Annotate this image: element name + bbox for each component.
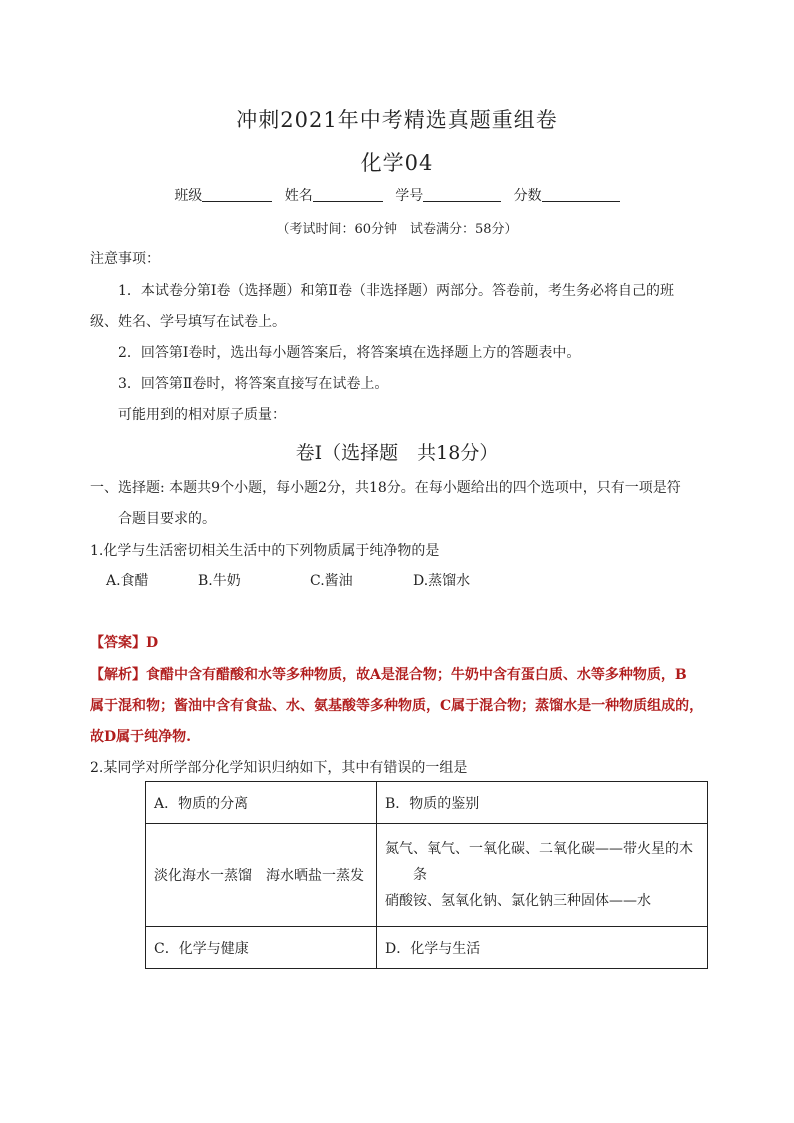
cell-b-head: B．物质的鉴别	[377, 782, 708, 824]
question-1-option-d: D.蒸馏水	[413, 573, 471, 589]
time-note: （考试时间：60分钟 试卷满分：58分）	[276, 222, 518, 237]
question-1-stem: 1.化学与生活密切相关生活中的下列物质属于纯净物的是	[90, 543, 440, 559]
table-row	[146, 782, 708, 824]
question-1-answer: 【答案】D	[90, 635, 159, 651]
question-1-option-a: A.食醋	[106, 573, 149, 589]
cell-d-head: D．化学与生活	[377, 927, 708, 969]
student-info-line	[0, 185, 794, 205]
question-1-analysis-line-1: 【解析】食醋中含有醋酸和水等多种物质，故A是混合物；牛奶中含有蛋白质、水等多种物质，B	[90, 667, 687, 683]
note-item-1-line-2: 级、姓名、学号填写在试卷上。	[90, 314, 286, 330]
atomic-mass-note: 可能用到的相对原子质量：	[118, 407, 286, 423]
field-id-label: 学号	[395, 188, 424, 204]
field-name-label: 姓名	[284, 188, 313, 204]
section-intro-line-2: 合题目要求的。	[118, 511, 216, 527]
table-row	[146, 824, 708, 927]
section-intro-line-1: 一、选择题: 本题共9个小题，每小题2分，共18分。在每小题给出的四个选项中，只有一项是符	[90, 480, 681, 496]
table-row	[146, 927, 708, 969]
field-name-blank	[313, 187, 383, 202]
cell-b-body-line-1: 氮气、氧气、一氧化碳、二氧化碳——带火星的木	[385, 841, 693, 857]
field-id-blank	[423, 187, 501, 202]
cell-b-body-line-2: 条	[413, 867, 427, 883]
cell-b-body	[377, 824, 708, 927]
knowledge-summary-table	[145, 781, 708, 969]
field-score-label: 分数	[513, 188, 542, 204]
note-item-2: 2．回答第Ⅰ卷时，选出每小题答案后，将答案填在选择题上方的答题表中。	[118, 345, 581, 361]
question-1-analysis-line-2: 属于混和物；酱油中含有食盐、水、氨基酸等多种物质，C属于混合物；蒸馏水是一种物质组成的，	[90, 698, 704, 714]
field-class-blank	[202, 187, 272, 202]
exam-subtitle: 化学04	[360, 151, 434, 175]
note-item-3: 3．回答第Ⅱ卷时，将答案直接写在试卷上。	[118, 376, 389, 392]
question-2-stem: 2.某同学对所学部分化学知识归纳如下，其中有错误的一组是	[90, 760, 468, 776]
cell-a-head: A．物质的分离	[146, 782, 377, 824]
exam-title: 冲刺2021年中考精选真题重组卷	[236, 108, 558, 132]
cell-c-head: C．化学与健康	[146, 927, 377, 969]
question-1-option-c: C.酱油	[310, 573, 353, 589]
note-item-1-line-1: 1．本试卷分第Ⅰ卷（选择题）和第Ⅱ卷（非选择题）两部分。答卷前，考生务必将自己的班	[118, 283, 674, 299]
field-score-blank	[542, 187, 620, 202]
section-title: 卷Ⅰ（选择题 共18分）	[295, 442, 499, 464]
notes-heading: 注意事项：	[90, 251, 160, 267]
field-class-label: 班级	[174, 188, 203, 204]
cell-a-body: 淡化海水一蒸馏 海水晒盐一蒸发	[146, 824, 377, 927]
question-1-analysis-line-3: 故D属于纯净物.	[90, 729, 192, 745]
cell-b-body-line-3: 硝酸铵、氢氧化钠、氯化钠三种固体——水	[385, 893, 651, 909]
question-1-option-b: B.牛奶	[198, 573, 241, 589]
